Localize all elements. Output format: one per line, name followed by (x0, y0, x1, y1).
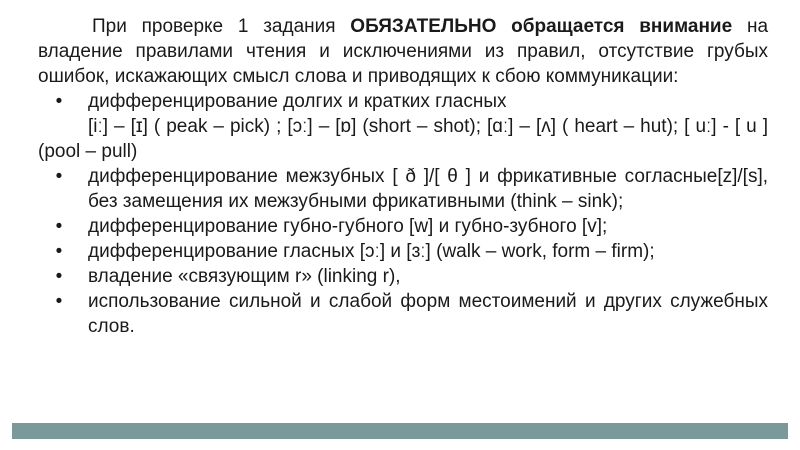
list-item-text: дифференцирование межзубных [ ð ]/[ θ ] и фрикативные согласные[z]/[s], без замещения их межзубными фрикативными (think – sink); (88, 166, 768, 212)
intro-paragraph (38, 14, 768, 89)
criteria-list (38, 89, 768, 339)
list-item-text: использование сильной и слабой форм местоимений и других служебных слов. (88, 291, 768, 337)
list-item (38, 164, 768, 214)
bullet-marker: • (55, 241, 63, 262)
list-item (38, 289, 768, 339)
bullet-marker: • (55, 166, 63, 187)
list-item (38, 89, 768, 114)
list-item (38, 239, 768, 264)
bullet-marker: • (55, 266, 63, 287)
list-item (38, 264, 768, 289)
bullet-marker: • (55, 91, 63, 112)
list-item-text: владение «связующим r» (linking r), (88, 266, 401, 287)
list-item-text: дифференцирование губно-губного [w] и губно-зубного [v]; (88, 216, 608, 237)
list-item-text: дифференцирование долгих и кратких гласных (88, 91, 507, 112)
list-item (38, 114, 768, 164)
intro-text-1: При проверке 1 задания (92, 16, 351, 37)
bullet-marker: • (55, 291, 63, 312)
bullet-marker: • (55, 216, 63, 237)
intro-text-2: на владение правилами чтения и исключениями из правил, отсутствие грубых ошибок, искажающих смысл слова и приводящих к сбою коммуникации: (38, 16, 769, 87)
text-block (38, 14, 768, 339)
footer-bar (12, 423, 788, 439)
intro-bold-text: ОБЯЗАТЕЛЬНО обращается внимание (350, 16, 733, 37)
slide-content (38, 14, 768, 424)
list-item (38, 214, 768, 239)
list-item-text: дифференцирование гласных [ɔː] и [ɜː] (walk – work, form – firm); (88, 241, 655, 262)
list-item-text: [iː] – [ɪ] ( peak – pick) ; [ɔː] – [ɒ] (short – shot); [ɑː] – [ʌ] ( heart – hut); [ uː] - [ u ] (pool – pull) (38, 116, 768, 162)
